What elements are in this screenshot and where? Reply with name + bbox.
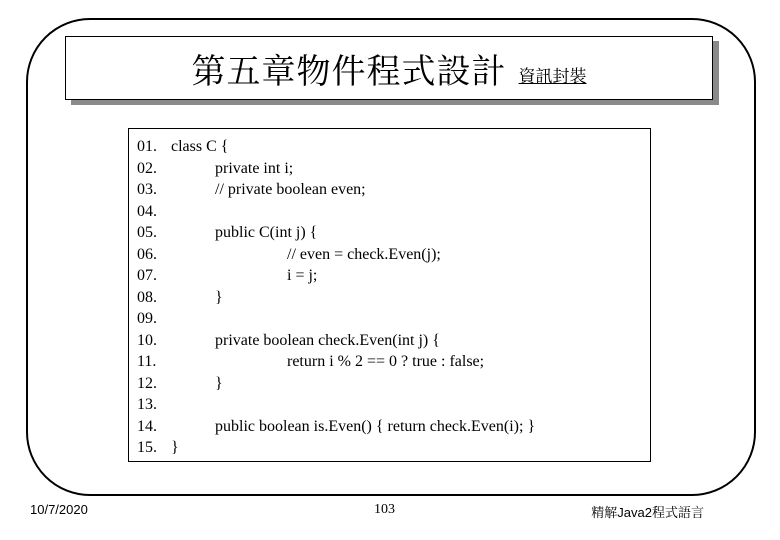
line-number: 05. [137, 224, 157, 241]
code-text: } [171, 439, 179, 456]
line-number: 04. [137, 202, 157, 220]
slide-subtitle: 資訊封裝 [518, 66, 587, 86]
footer-course-title: 精解Java2程式語言 [591, 505, 704, 520]
code-text: } [215, 374, 223, 392]
line-number: 12. [137, 374, 157, 392]
footer-date: 10/7/2020 [30, 502, 88, 517]
code-listing [128, 128, 651, 462]
code-text: public C(int j) { [215, 224, 318, 241]
line-number: 07. [137, 267, 157, 284]
line-number: 09. [137, 310, 157, 327]
code-text: // even = check.Even(j); [287, 245, 441, 263]
title-box [65, 36, 713, 100]
code-text: public boolean is.Even() { return check.Even(i); } [215, 417, 536, 435]
line-number: 06. [137, 245, 157, 263]
slide-title: 第五章物件程式設計 [191, 53, 507, 91]
line-number: 13. [137, 396, 157, 413]
line-number: 03. [137, 181, 157, 198]
line-number: 08. [137, 288, 157, 306]
code-text: } [215, 288, 223, 306]
code-text: private int i; [215, 159, 294, 177]
line-number: 10. [137, 331, 157, 349]
line-number: 11. [137, 353, 157, 370]
line-number: 01. [137, 138, 157, 155]
code-text: class C { [171, 138, 229, 155]
code-text: return i % 2 == 0 ? true : false; [287, 353, 485, 370]
footer-page-number: 103 [374, 502, 395, 517]
line-number: 02. [137, 159, 157, 177]
line-number: 15. [137, 439, 157, 456]
code-text: private boolean check.Even(int j) { [215, 331, 440, 349]
line-number: 14. [137, 417, 157, 435]
code-text: i = j; [287, 267, 318, 284]
code-text: // private boolean even; [215, 181, 366, 198]
